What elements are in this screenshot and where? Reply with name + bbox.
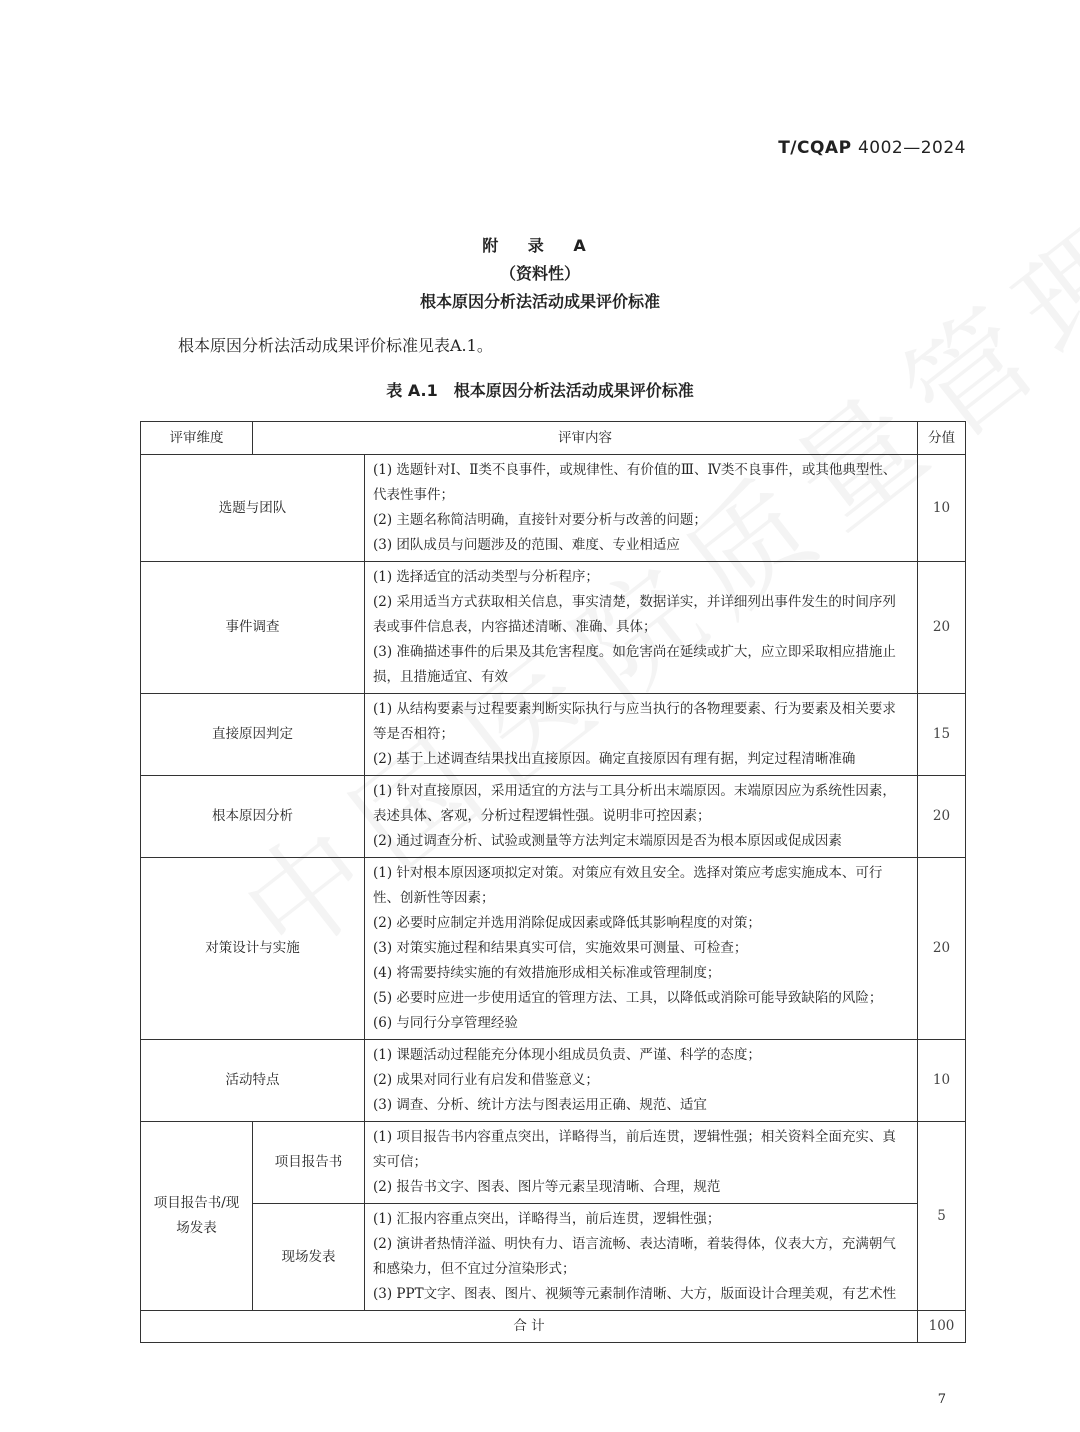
table-header-row bbox=[141, 422, 966, 455]
content-cell bbox=[365, 562, 918, 694]
dimension-cell: 根本原因分析 bbox=[141, 776, 365, 858]
document-code-prefix: T/CQAP bbox=[778, 138, 852, 158]
content-cell bbox=[365, 1204, 918, 1311]
dimension-cell: 活动特点 bbox=[141, 1040, 365, 1122]
header-dimension: 评审维度 bbox=[141, 422, 253, 455]
criterion-item: (1) 项目报告书内容重点突出，详略得当，前后连贯，逻辑性强；相关资料全面充实、真实可信； bbox=[373, 1129, 896, 1170]
criterion-item: (2) 必要时应制定并选用消除促成因素或降低其影响程度的对策； bbox=[373, 915, 761, 931]
total-score-cell: 100 bbox=[918, 1311, 966, 1343]
criterion-item: (1) 针对根本原因逐项拟定对策。对策应有效且安全。选择对策应考虑实施成本、可行性、创新性等因素； bbox=[373, 865, 883, 906]
sub-dimension-cell: 项目报告书 bbox=[253, 1122, 365, 1204]
content-cell bbox=[365, 858, 918, 1040]
table-row bbox=[141, 858, 966, 1040]
evaluation-table bbox=[140, 421, 966, 1343]
dimension-cell: 事件调查 bbox=[141, 562, 365, 694]
header-score: 分值 bbox=[918, 422, 966, 455]
criterion-item: (3) 团队成员与问题涉及的范围、难度、专业相适应 bbox=[373, 537, 680, 553]
content-cell bbox=[365, 694, 918, 776]
criterion-item: (2) 采用适当方式获取相关信息，事实清楚，数据详实，并详细列出事件发生的时间序列表或事件信息表，内容描述清晰、准确、具体； bbox=[373, 594, 896, 635]
criterion-item: (2) 通过调查分析、试验或测量等方法判定末端原因是否为根本原因或促成因素 bbox=[373, 833, 842, 849]
content-cell bbox=[365, 1040, 918, 1122]
appendix-label: 附 录 A bbox=[482, 236, 598, 255]
content-cell bbox=[365, 455, 918, 562]
table-row bbox=[141, 455, 966, 562]
table-caption: 表 A.1 根本原因分析法活动成果评价标准 bbox=[386, 381, 694, 400]
criterion-item: (1) 选择适宜的活动类型与分析程序； bbox=[373, 569, 599, 585]
criterion-item: (3) 对策实施过程和结果真实可信，实施效果可测量、可检查； bbox=[373, 940, 748, 956]
dimension-cell: 项目报告书/现场发表 bbox=[141, 1122, 253, 1311]
total-label-cell: 合 计 bbox=[141, 1311, 918, 1343]
criterion-item: (1) 针对直接原因，采用适宜的方法与工具分析出末端原因。末端原因应为系统性因素，表述具体、客观，分析过程逻辑性强。说明非可控因素； bbox=[373, 783, 896, 824]
criterion-item: (6) 与同行分享管理经验 bbox=[373, 1015, 518, 1031]
score-cell: 5 bbox=[918, 1122, 966, 1311]
dimension-cell: 直接原因判定 bbox=[141, 694, 365, 776]
content-cell bbox=[365, 776, 918, 858]
criterion-item: (2) 主题名称简洁明确，直接针对要分析与改善的问题； bbox=[373, 512, 707, 528]
table-row bbox=[141, 1122, 966, 1204]
score-cell: 10 bbox=[918, 1040, 966, 1122]
content-cell bbox=[365, 1122, 918, 1204]
dimension-cell: 对策设计与实施 bbox=[141, 858, 365, 1040]
criterion-item: (1) 汇报内容重点突出，详略得当，前后连贯，逻辑性强； bbox=[373, 1211, 721, 1227]
dimension-cell: 选题与团队 bbox=[141, 455, 365, 562]
document-code bbox=[778, 138, 966, 158]
criterion-item: (4) 将需要持续实施的有效措施形成相关标准或管理制度； bbox=[373, 965, 721, 981]
appendix-title: 根本原因分析法活动成果评价标准 bbox=[419, 292, 660, 311]
document-code-number: 4002—2024 bbox=[857, 138, 966, 158]
header-content: 评审内容 bbox=[253, 422, 918, 455]
score-cell: 20 bbox=[918, 562, 966, 694]
criterion-item: (1) 从结构要素与过程要素判断实际执行与应当执行的各物理要素、行为要素及相关要求等是否相符； bbox=[373, 701, 896, 742]
appendix-type: （资料性） bbox=[499, 264, 580, 283]
sub-dimension-cell: 现场发表 bbox=[253, 1204, 365, 1311]
table-row bbox=[141, 1040, 966, 1122]
criterion-item: (1) 课题活动过程能充分体现小组成员负责、严谨、科学的态度； bbox=[373, 1047, 761, 1063]
table-row bbox=[141, 1204, 966, 1311]
criterion-item: (3) 调查、分析、统计方法与图表运用正确、规范、适宜 bbox=[373, 1097, 707, 1113]
score-cell: 15 bbox=[918, 694, 966, 776]
appendix-heading bbox=[0, 232, 1080, 316]
page-number: 7 bbox=[937, 1392, 946, 1407]
criterion-item: (2) 演讲者热情洋溢、明快有力、语言流畅、表达清晰，着装得体，仪表大方，充满朝气和感染力，但不宜过分渲染形式； bbox=[373, 1236, 896, 1277]
intro-paragraph: 根本原因分析法活动成果评价标准见表A.1。 bbox=[178, 336, 493, 355]
criterion-item: (5) 必要时应进一步使用适宜的管理方法、工具，以降低或消除可能导致缺陷的风险； bbox=[373, 990, 883, 1006]
criterion-item: (3) PPT文字、图表、图片、视频等元素制作清晰、大方，版面设计合理美观，有艺术性 bbox=[373, 1286, 897, 1302]
criterion-item: (2) 报告书文字、图表、图片等元素呈现清晰、合理，规范 bbox=[373, 1179, 721, 1195]
criterion-item: (1) 选题针对Ⅰ、Ⅱ类不良事件，或规律性、有价值的Ⅲ、Ⅳ类不良事件，或其他典型性、代表性事件； bbox=[373, 462, 897, 503]
score-cell: 20 bbox=[918, 858, 966, 1040]
table-row bbox=[141, 694, 966, 776]
criterion-item: (2) 成果对同行业有启发和借鉴意义； bbox=[373, 1072, 599, 1088]
score-cell: 20 bbox=[918, 776, 966, 858]
criterion-item: (2) 基于上述调查结果找出直接原因。确定直接原因有理有据，判定过程清晰准确 bbox=[373, 751, 856, 767]
table-row bbox=[141, 562, 966, 694]
total-row bbox=[141, 1311, 966, 1343]
table-row bbox=[141, 776, 966, 858]
score-cell: 10 bbox=[918, 455, 966, 562]
criterion-item: (3) 准确描述事件的后果及其危害程度。如危害尚在延续或扩大，应立即采取相应措施止损，且措施适宜、有效 bbox=[373, 644, 896, 685]
